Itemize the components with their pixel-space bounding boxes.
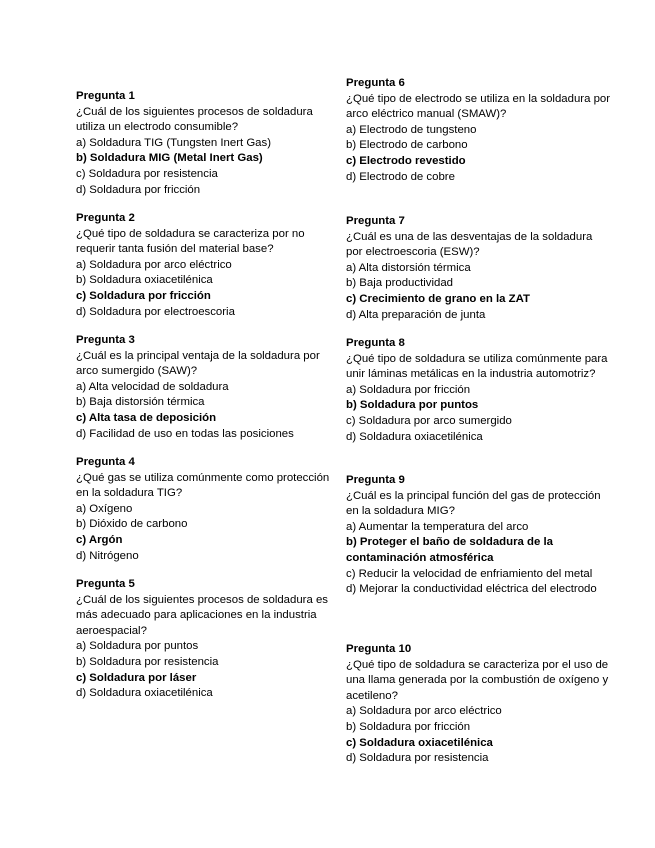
question-10	[346, 642, 611, 767]
answer-option-b: b) Soldadura por fricción	[346, 720, 471, 733]
answer-option-b-correct: b) Soldadura por puntos	[346, 399, 479, 412]
question-text: ¿Cuál de los siguientes procesos de soldadura es más adecuado para aplicaciones en la industria aeroespacial?	[76, 593, 329, 637]
answer-option-d: d) Soldadura oxiacetilénica	[76, 687, 213, 700]
answer-option-c-correct: c) Soldadura oxiacetilénica	[346, 736, 493, 749]
answer-option-c-correct: c) Electrodo revestido	[346, 154, 466, 167]
question-title: Pregunta 1	[76, 90, 135, 102]
question-text: ¿Cuál de los siguientes procesos de soldadura utiliza un electrodo consumible?	[76, 105, 313, 134]
question-text: ¿Qué gas se utiliza comúnmente como protección en la soldadura TIG?	[76, 471, 330, 500]
question-title: Pregunta 8	[346, 337, 405, 349]
answer-option-a: a) Soldadura por arco eléctrico	[346, 705, 502, 718]
question-text: ¿Qué tipo de soldadura se caracteriza por no requerir tanta fusión del material base?	[76, 227, 305, 256]
question-2	[76, 211, 341, 320]
answer-option-d: d) Mejorar la conductividad eléctrica del electrodo	[346, 583, 597, 596]
answer-option-a: a) Soldadura por puntos	[76, 640, 199, 653]
answer-option-b: b) Baja productividad	[346, 277, 454, 290]
answer-option-c-correct: c) Soldadura por láser	[76, 671, 197, 684]
answer-option-c-correct: c) Alta tasa de deposición	[76, 411, 217, 424]
answer-option-c: c) Soldadura por arco sumergido	[346, 414, 512, 427]
answer-option-d: d) Alta preparación de junta	[346, 308, 486, 321]
answer-option-a: a) Electrodo de tungsteno	[346, 123, 477, 136]
answer-option-c: c) Soldadura por resistencia	[76, 167, 218, 180]
answer-option-b-correct: b) Proteger el baño de soldadura de la contaminación atmosférica	[346, 536, 553, 564]
answer-option-a: a) Soldadura TIG (Tungsten Inert Gas)	[76, 136, 271, 149]
answer-option-b: b) Dióxido de carbono	[76, 518, 188, 531]
question-1	[76, 89, 341, 198]
question-8	[346, 336, 611, 445]
answer-option-b: b) Electrodo de carbono	[346, 139, 468, 152]
question-title: Pregunta 4	[76, 456, 135, 468]
question-3	[76, 333, 341, 442]
question-6	[346, 76, 611, 185]
answer-option-b-correct: b) Soldadura MIG (Metal Inert Gas)	[76, 152, 263, 165]
question-text: ¿Qué tipo de soldadura se caracteriza por el uso de una llama generada por la combustión de oxígeno y acetileno?	[346, 658, 609, 702]
answer-option-a: a) Soldadura por arco eléctrico	[76, 258, 232, 271]
question-title: Pregunta 5	[76, 578, 135, 590]
answer-option-a: a) Alta velocidad de soldadura	[76, 380, 229, 393]
question-text: ¿Qué tipo de soldadura se utiliza comúnmente para unir láminas metálicas en la industria automotriz?	[346, 352, 608, 381]
question-text: ¿Cuál es la principal función del gas de protección en la soldadura MIG?	[346, 489, 601, 518]
answer-option-d: d) Electrodo de cobre	[346, 170, 455, 183]
answer-option-c-correct: c) Crecimiento de grano en la ZAT	[346, 292, 530, 305]
question-7	[346, 214, 611, 323]
answer-option-b: b) Soldadura oxiacetilénica	[76, 274, 213, 287]
question-title: Pregunta 3	[76, 334, 135, 346]
answer-option-a: a) Soldadura por fricción	[346, 383, 471, 396]
answer-option-d: d) Soldadura por fricción	[76, 183, 201, 196]
question-title: Pregunta 6	[346, 77, 405, 89]
question-9	[346, 473, 611, 598]
answer-option-d: d) Soldadura por resistencia	[346, 752, 489, 765]
question-5	[76, 577, 341, 702]
question-text: ¿Cuál es una de las desventajas de la soldadura por electroescoria (ESW)?	[346, 230, 593, 259]
answer-option-d: d) Soldadura por electroescoria	[76, 305, 235, 318]
answer-option-d: d) Soldadura oxiacetilénica	[346, 430, 483, 443]
answer-option-a: a) Oxígeno	[76, 502, 133, 515]
answer-option-c-correct: c) Argón	[76, 533, 123, 546]
answer-option-b: b) Soldadura por resistencia	[76, 655, 219, 668]
question-title: Pregunta 2	[76, 212, 135, 224]
answer-option-a: a) Alta distorsión térmica	[346, 261, 471, 274]
answer-option-a: a) Aumentar la temperatura del arco	[346, 520, 529, 533]
answer-option-d: d) Nitrógeno	[76, 549, 139, 562]
answer-option-c: c) Reducir la velocidad de enfriamiento del metal	[346, 567, 593, 580]
question-title: Pregunta 7	[346, 215, 405, 227]
question-4	[76, 455, 341, 564]
answer-option-b: b) Baja distorsión térmica	[76, 396, 205, 409]
question-title: Pregunta 10	[346, 643, 412, 655]
answer-option-c-correct: c) Soldadura por fricción	[76, 289, 211, 302]
question-title: Pregunta 9	[346, 474, 405, 486]
answer-option-d: d) Facilidad de uso en todas las posiciones	[76, 427, 294, 440]
question-text: ¿Cuál es la principal ventaja de la soldadura por arco sumergido (SAW)?	[76, 349, 320, 378]
question-text: ¿Qué tipo de electrodo se utiliza en la soldadura por arco eléctrico manual (SMAW)?	[346, 92, 611, 121]
